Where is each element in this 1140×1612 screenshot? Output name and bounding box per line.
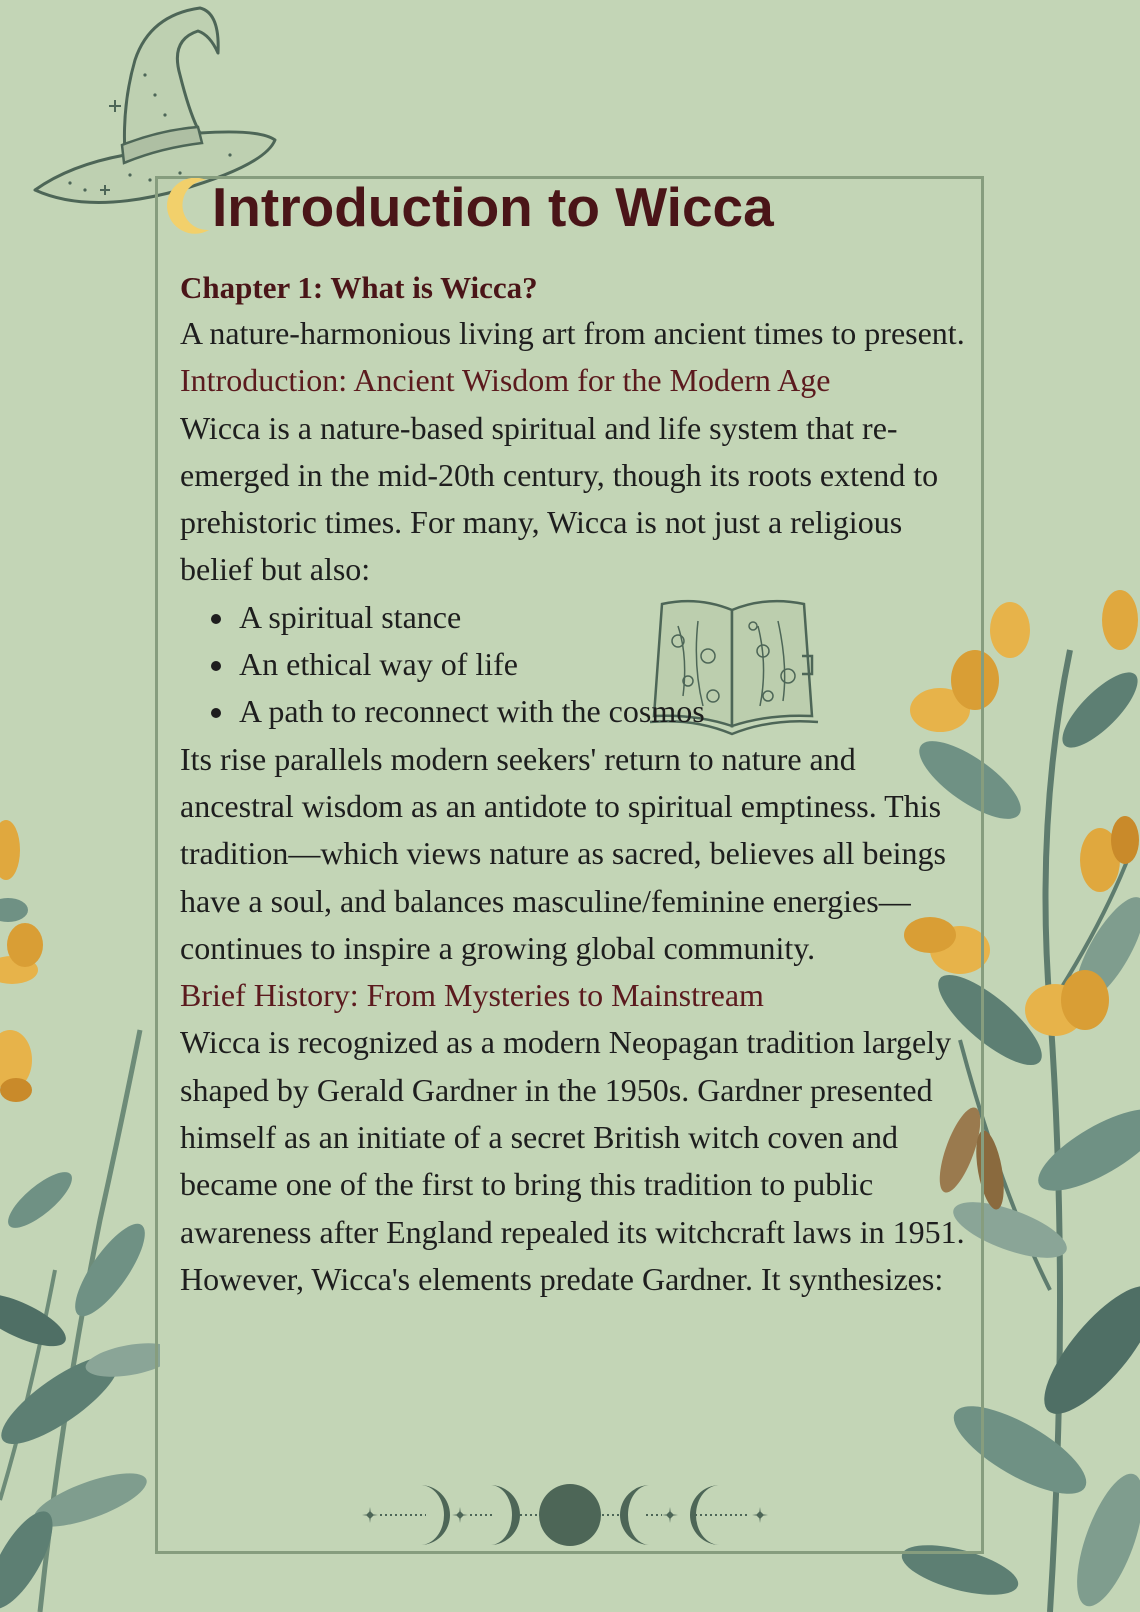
history-paragraph: Wicca is recognized as a modern Neopagan tradition largely shaped by Gerald Gardner in the 1950s. Gardner presented himself as an initiate of a secret British witch coven and became one of the first to bring this tradition to public awareness after England repealed its witchcraft laws in 1951. [180,1024,965,1250]
rise-paragraph: Its rise parallels modern seekers' return to nature and ancestral wisdom as an antidote to spiritual emptiness. This tradition—which views nature as sacred, believes all beings have a soul, and balances masculine/feminine energies—continues to inspire a growing global community. [180,740,946,966]
chapter-heading: Chapter 1: What is Wicca? [180,270,538,305]
tagline: A nature-harmonious living art from ancient times to present. [180,315,965,351]
list-item: • A path to reconnect with the cosmos [237,688,970,735]
page-title: Introduction to Wicca [212,176,774,238]
section-heading-history: Brief History: From Mysteries to Mainstream [180,977,764,1014]
list-item: • A spiritual stance [237,594,970,641]
synthesis-paragraph: However, Wicca's elements predate Gardner. It synthesizes: [180,1260,944,1297]
chapter-content [180,266,970,1303]
section-heading-introduction: Introduction: Ancient Wisdom for the Modern Age [180,362,831,399]
list-item: • An ethical way of life [237,641,970,688]
bullet-list [180,594,970,736]
crescent-moon-icon [154,178,214,238]
moon-phases-divider [360,1482,780,1548]
introduction-paragraph: Wicca is a nature-based spiritual and life system that re-emerged in the mid-20th century, though its roots extend to prehistoric times. For many, Wicca is not just a religious belief but also: [180,409,939,588]
left-flower-illustration [0,800,160,1612]
